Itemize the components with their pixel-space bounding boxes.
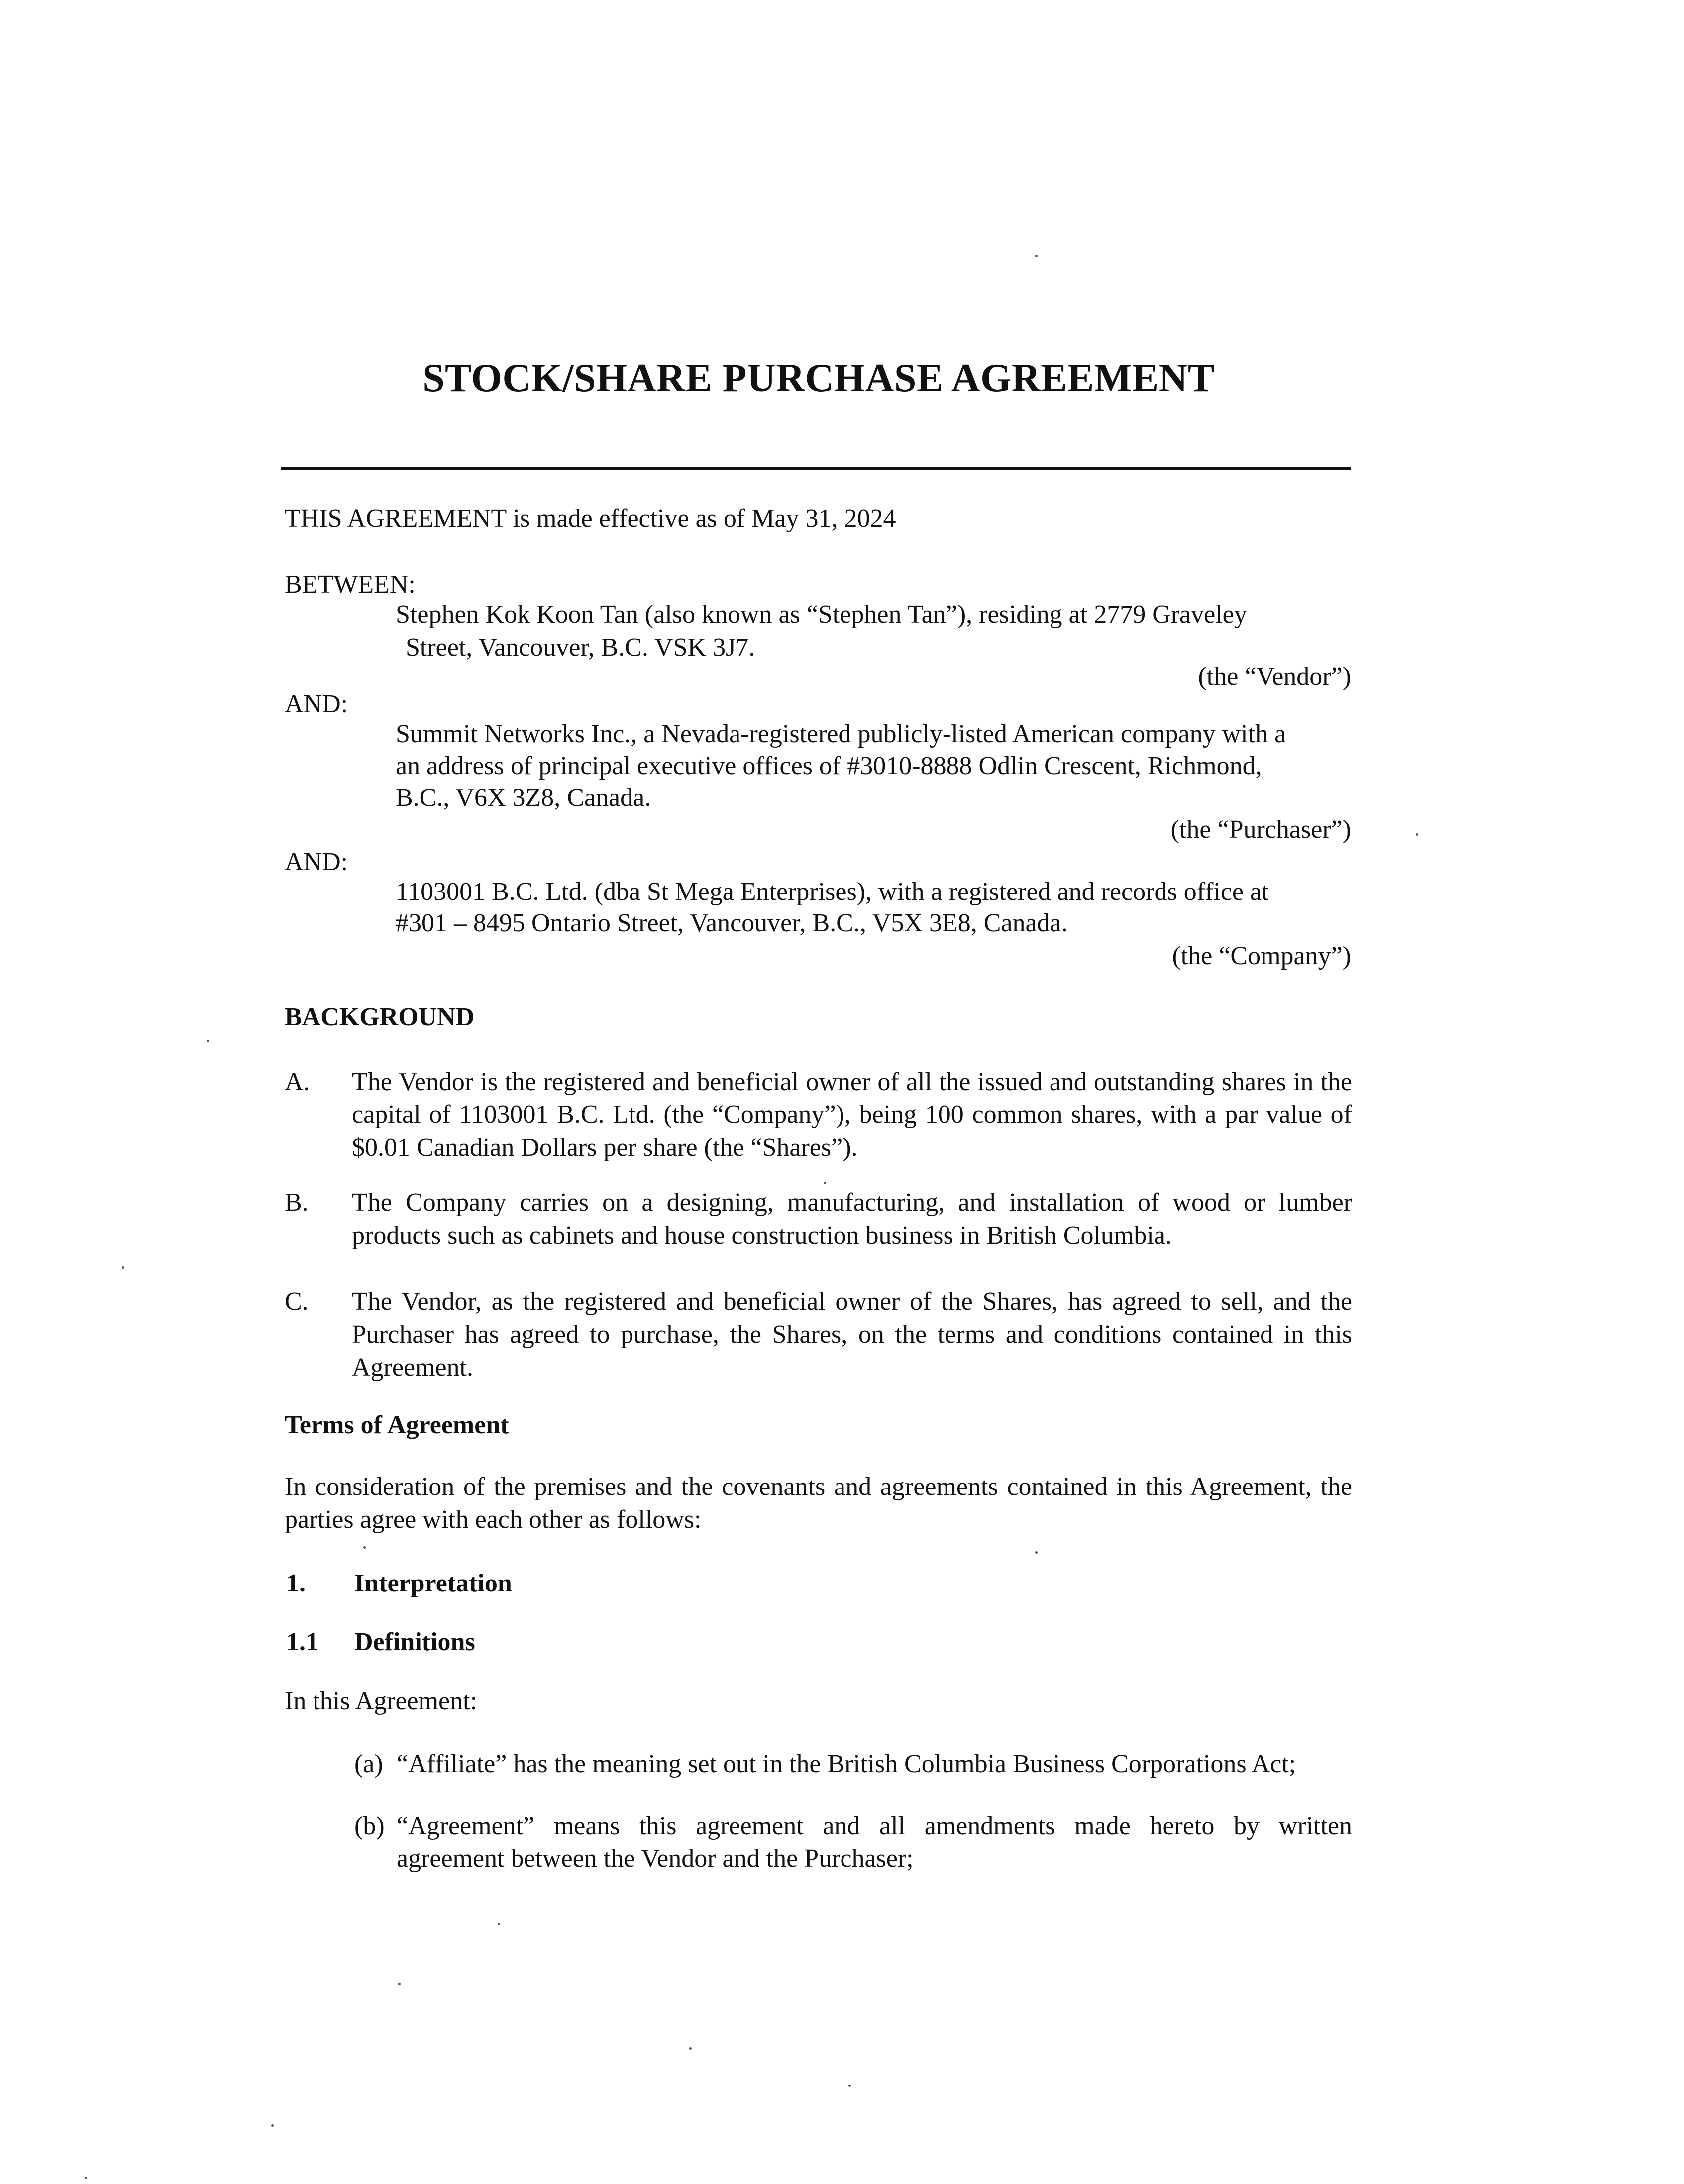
scan-speck bbox=[1035, 1551, 1038, 1554]
scan-speck bbox=[498, 1923, 500, 1925]
definitions-intro: In this Agreement: bbox=[285, 1687, 478, 1715]
party-lead-and-1: AND: bbox=[285, 690, 348, 718]
subsection-title: Definitions bbox=[354, 1628, 475, 1656]
background-item-text: The Vendor is the registered and beneficial owner of all the issued and outstanding shares in the capital of 1103001 B.C. Ltd. (the “Company”), being 100 common shares, with a par value of $0.01 Canadian Dollars per share (the “Shares”). bbox=[352, 1068, 1352, 1162]
document-title: STOCK/SHARE PURCHASE AGREEMENT bbox=[422, 356, 1215, 400]
section-title: Interpretation bbox=[354, 1569, 512, 1597]
terms-intro: In consideration of the premises and the covenants and agreements contained in this Agreement, the parties agree with each other as follows: bbox=[285, 1473, 1352, 1534]
party-lead-and-2: AND: bbox=[285, 848, 348, 876]
definition-marker: (a) bbox=[354, 1750, 383, 1778]
vendor-role: (the “Vendor”) bbox=[1198, 662, 1351, 691]
scan-speck bbox=[398, 1983, 401, 1985]
vendor-line-2: Street, Vancouver, B.C. VSK 3J7. bbox=[406, 633, 755, 662]
subsection-number: 1.1 bbox=[286, 1628, 318, 1656]
effective-date-line: THIS AGREEMENT is made effective as of May 31, 2024 bbox=[285, 504, 896, 533]
title-rule bbox=[281, 467, 1351, 470]
company-line-1: 1103001 B.C. Ltd. (dba St Mega Enterprises), with a registered and records office at bbox=[396, 878, 1269, 906]
definition-text: “Affiliate” has the meaning set out in the British Columbia Business Corporations Act; bbox=[397, 1750, 1296, 1778]
company-role: (the “Company”) bbox=[1172, 942, 1351, 970]
scan-speck bbox=[689, 2047, 692, 2050]
purchaser-line-1: Summit Networks Inc., a Nevada-registered publicly-listed American company with a bbox=[396, 720, 1286, 748]
background-item-letter: B. bbox=[285, 1189, 309, 1217]
party-lead-between: BETWEEN: bbox=[285, 570, 416, 598]
scan-speck bbox=[1035, 255, 1038, 257]
scan-speck bbox=[848, 2085, 851, 2087]
purchaser-role: (the “Purchaser”) bbox=[1170, 815, 1351, 844]
scan-speck bbox=[363, 1546, 366, 1549]
scan-speck bbox=[271, 2124, 274, 2127]
purchaser-line-3: B.C., V6X 3Z8, Canada. bbox=[396, 784, 651, 812]
background-item-text: The Company carries on a designing, manufacturing, and installation of wood or lumber products such as cabinets and house construction business in British Columbia. bbox=[352, 1189, 1352, 1250]
background-item-text: The Vendor, as the registered and beneficial owner of the Shares, has agreed to sell, and the Purchaser has agreed to purchase, the Shares, on the terms and conditions contained in this Agreement. bbox=[352, 1288, 1352, 1382]
scan-speck bbox=[122, 1266, 124, 1269]
scan-speck bbox=[1416, 833, 1418, 836]
background-item-letter: C. bbox=[285, 1288, 309, 1316]
definition-text-line-2: agreement between the Vendor and the Purchaser; bbox=[397, 1844, 914, 1873]
section-number: 1. bbox=[286, 1569, 306, 1597]
definition-text-line-1: “Agreement” means this agreement and all amendments made hereto by written bbox=[397, 1812, 1352, 1840]
purchaser-line-2: an address of principal executive offices of #3010-8888 Odlin Crescent, Richmond, bbox=[396, 752, 1262, 780]
terms-heading: Terms of Agreement bbox=[285, 1411, 509, 1439]
background-item-letter: A. bbox=[285, 1068, 310, 1096]
definition-marker: (b) bbox=[354, 1812, 385, 1840]
company-line-2: #301 – 8495 Ontario Street, Vancouver, B.C., V5X 3E8, Canada. bbox=[396, 909, 1068, 937]
vendor-line-1: Stephen Kok Koon Tan (also known as “Stephen Tan”), residing at 2779 Graveley bbox=[396, 600, 1247, 629]
scan-speck bbox=[207, 1040, 209, 1042]
scan-speck bbox=[824, 1182, 826, 1184]
background-heading: BACKGROUND bbox=[285, 1003, 475, 1031]
scan-speck bbox=[85, 2177, 87, 2179]
